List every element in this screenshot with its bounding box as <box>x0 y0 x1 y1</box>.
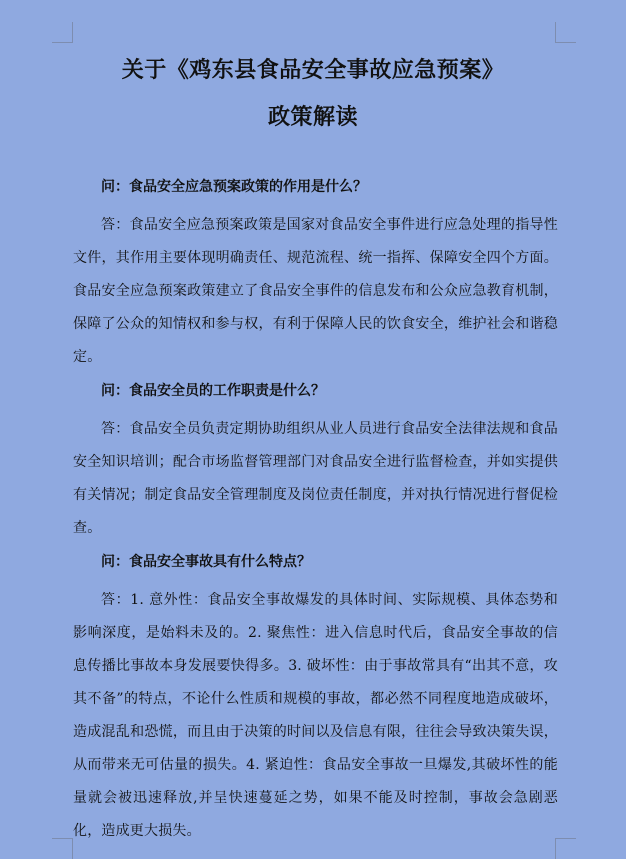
question-2: 问：食品安全员的工作职责是什么？ <box>101 383 325 399</box>
document-subtitle: 政策解读 <box>267 104 358 130</box>
question-3: 问：食品安全事故具有什么特点？ <box>101 554 311 570</box>
qa-section-duties <box>73 380 558 545</box>
crop-mark-bottom-left <box>52 838 73 859</box>
crop-mark-top-left <box>52 22 73 43</box>
document-title: 关于《鸡东县食品安全事故应急预案》 <box>121 57 505 83</box>
question-1: 问：食品安全应急预案政策的作用是什么？ <box>101 179 367 195</box>
qa-section-characteristics <box>73 551 558 848</box>
crop-mark-bottom-right <box>555 838 576 859</box>
answer-2: 答：食品安全员负责定期协助组织从业人员进行食品安全法律法规和食品安全知识培训；配合市场监督管理部门对食品安全进行监督检查，并如实提供有关情况；制定食品安全管理制度及岗位责任制度，并对执行情况进行督促检查。 <box>73 421 558 536</box>
document-body <box>73 176 558 854</box>
answer-3: 答：1. 意外性：食品安全事故爆发的具体时间、实际规模、具体态势和影响深度，是始料未及的。2. 聚焦性：进入信息时代后，食品安全事故的信息传播比事故本身发展要快得多。3. 破坏性：由于事故常具有“出其不意，攻其不备”的特点，不论什么性质和规模的事故，都必然不同程度地造成破坏，造成混乱和恐慌，而且由于决策的时间以及信息有限，往往会导致决策失误，从而带来无可估量的损失。4. 紧迫性：食品安全事故一旦爆发,其破坏性的能量就会被迅速释放,并呈快速蔓延之势，如果不能及时控制，事故会急剧恶化，造成更大损失。 <box>73 592 558 839</box>
answer-1: 答：食品安全应急预案政策是国家对食品安全事件进行应急处理的指导性文件，其作用主要体现明确责任、规范流程、统一指挥、保障安全四个方面。食品安全应急预案政策建立了食品安全事件的信息发布和公众应急教育机制，保障了公众的知情权和参与权，有利于保障人民的饮食安全，维护社会和谐稳定。 <box>73 217 558 365</box>
crop-mark-top-right <box>555 22 576 43</box>
qa-section-role <box>73 176 558 374</box>
